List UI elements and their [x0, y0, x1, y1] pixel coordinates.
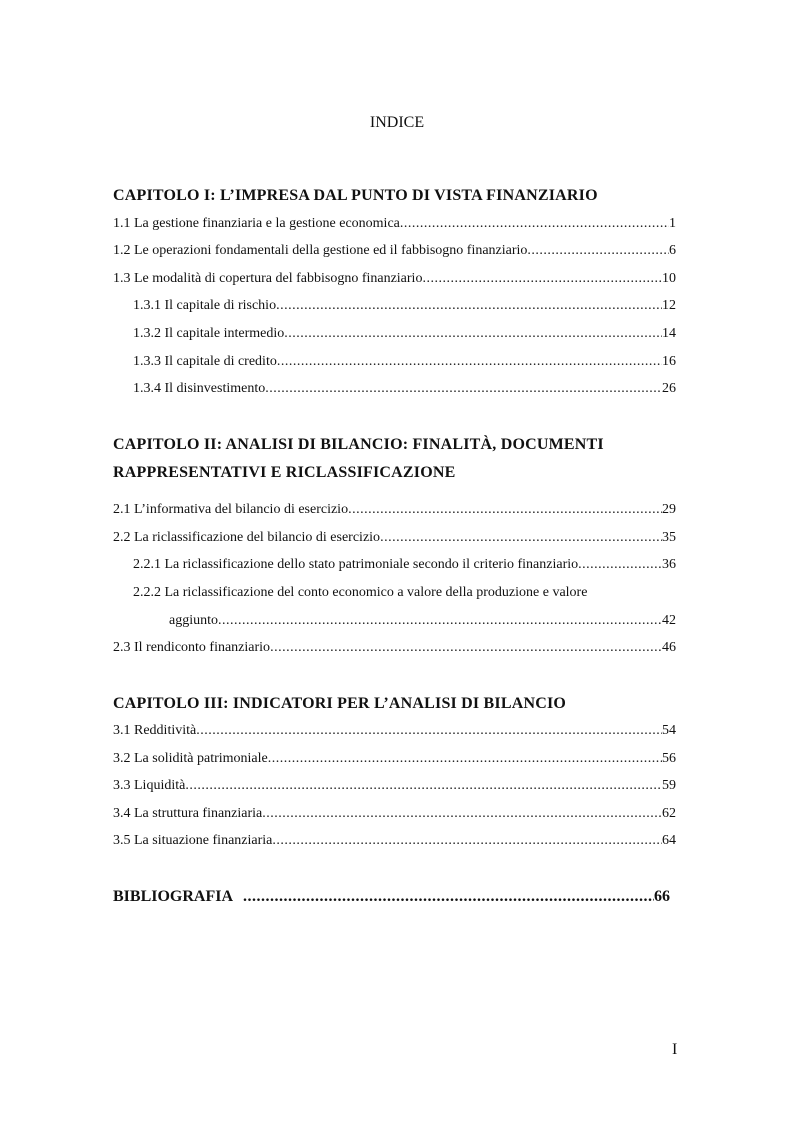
toc-entry-page: 6 — [669, 243, 676, 258]
toc-entry-2-3[interactable] — [113, 638, 676, 658]
toc-entry-page: 42 — [662, 613, 676, 628]
toc-entry-2-2[interactable] — [113, 528, 676, 548]
toc-entry-page: 35 — [662, 530, 676, 545]
toc-entry-2-2-2-label[interactable]: 2.2.2 La riclassificazione del conto economico a valore della produzione e valore — [133, 585, 588, 600]
dot-leader — [270, 638, 662, 658]
toc-entry-page: 26 — [662, 381, 676, 396]
toc-entry-page: 66 — [654, 888, 670, 905]
toc-entry-page: 1 — [669, 216, 676, 231]
toc-entry-1-3-3[interactable] — [133, 352, 676, 372]
toc-entry-page: 12 — [662, 298, 676, 313]
toc-entry-label: 1.2 Le operazioni fondamentali della gestione ed il fabbisogno finanziario — [113, 243, 528, 258]
dot-leader — [348, 500, 662, 520]
toc-entry-3-1[interactable] — [113, 721, 676, 741]
toc-entry-bibliography[interactable] — [113, 887, 670, 907]
toc-entry-label: aggiunto — [169, 613, 218, 628]
toc-entry-label: 2.1 L’informativa del bilancio di esercizio — [113, 502, 349, 517]
toc-entry-label: 2.2 La riclassificazione del bilancio di esercizio — [113, 530, 381, 545]
dot-leader — [196, 721, 662, 741]
toc-entry-page: 36 — [662, 557, 676, 572]
chapter-1-heading: CAPITOLO I: L’IMPRESA DAL PUNTO DI VISTA FINANZIARIO — [113, 187, 598, 204]
toc-entry-label: 3.3 Liquidità — [113, 778, 186, 793]
toc-entry-page: 64 — [662, 833, 676, 848]
toc-entry-1-3-2[interactable] — [133, 324, 676, 344]
dot-leader — [272, 831, 662, 851]
toc-entry-2-2-1[interactable] — [133, 555, 676, 575]
toc-entry-label: 1.3.3 Il capitale di credito — [133, 354, 277, 369]
dot-leader — [380, 528, 662, 548]
chapter-2-heading-line-2: RAPPRESENTATIVI E RICLASSIFICAZIONE — [113, 464, 456, 481]
toc-entry-1-1[interactable] — [113, 214, 676, 234]
toc-entry-label: 3.4 La struttura finanziaria — [113, 806, 263, 821]
page-number: I — [672, 1041, 678, 1058]
dot-leader — [218, 611, 662, 631]
toc-entry-2-1[interactable] — [113, 500, 676, 520]
dot-leader — [276, 296, 662, 316]
toc-entry-1-3[interactable] — [113, 269, 676, 289]
toc-entry-3-4[interactable] — [113, 804, 676, 824]
chapter-2-heading-line-1: CAPITOLO II: ANALISI DI BILANCIO: FINALITÀ, DOCUMENTI — [113, 436, 604, 453]
toc-entry-1-3-1[interactable] — [133, 296, 676, 316]
toc-entry-1-3-4[interactable] — [133, 379, 676, 399]
dot-leader — [527, 241, 669, 261]
toc-entry-label: 2.3 Il rendiconto finanziario — [113, 640, 271, 655]
toc-entry-3-5[interactable] — [113, 831, 676, 851]
toc-entry-label: 1.3.1 Il capitale di rischio — [133, 298, 277, 313]
dot-leader — [422, 269, 662, 289]
toc-entry-page: 16 — [662, 354, 676, 369]
dot-leader — [284, 324, 662, 344]
toc-entry-label: 3.2 La solidità patrimoniale — [113, 751, 268, 766]
chapter-3-heading: CAPITOLO III: INDICATORI PER L’ANALISI DI BILANCIO — [113, 695, 567, 712]
toc-entry-page: 59 — [662, 778, 676, 793]
page-title: INDICE — [369, 114, 425, 131]
toc-entry-page: 10 — [662, 271, 676, 286]
dot-leader — [578, 555, 662, 575]
dot-leader — [277, 352, 662, 372]
toc-entry-label: 1.3.2 Il capitale intermedio — [133, 326, 285, 341]
toc-entry-page: 56 — [662, 751, 676, 766]
toc-entry-label: 1.1 La gestione finanziaria e la gestione economica — [113, 216, 400, 231]
toc-entry-label: 2.2.1 La riclassificazione dello stato patrimoniale secondo il criterio finanziario — [133, 557, 579, 572]
dot-leader — [243, 887, 654, 907]
toc-entry-page: 14 — [662, 326, 676, 341]
dot-leader — [265, 379, 662, 399]
toc-entry-2-2-2[interactable] — [169, 611, 676, 631]
dot-leader — [268, 749, 662, 769]
toc-entry-page: 54 — [662, 723, 676, 738]
toc-entry-3-3[interactable] — [113, 776, 676, 796]
dot-leader — [185, 776, 662, 796]
toc-entry-page: 29 — [662, 502, 676, 517]
toc-entry-label: 3.5 La situazione finanziaria — [113, 833, 273, 848]
toc-entry-label: BIBLIOGRAFIA — [113, 888, 234, 905]
toc-entry-label: 1.3 Le modalità di copertura del fabbisogno finanziario — [113, 271, 423, 286]
toc-entry-1-2[interactable] — [113, 241, 676, 261]
dot-leader — [262, 804, 662, 824]
toc-entry-label: 1.3.4 Il disinvestimento — [133, 381, 266, 396]
dot-leader — [400, 214, 669, 234]
toc-entry-page: 46 — [662, 640, 676, 655]
toc-entry-label: 3.1 Redditività — [113, 723, 197, 738]
toc-entry-page: 62 — [662, 806, 676, 821]
toc-entry-3-2[interactable] — [113, 749, 676, 769]
